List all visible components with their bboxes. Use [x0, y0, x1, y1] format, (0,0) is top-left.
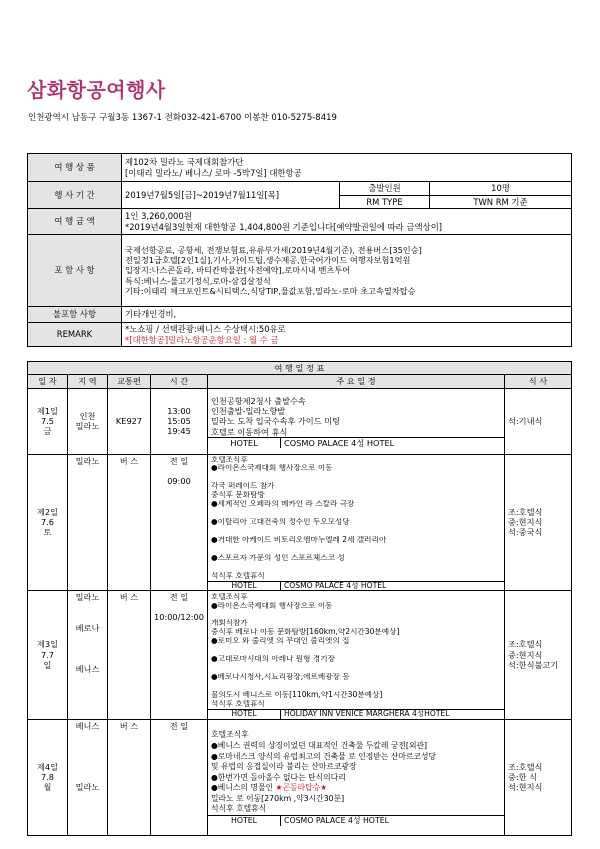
rm-type-label: RM TYPE: [340, 195, 430, 209]
itinerary-table: [27, 361, 572, 836]
price-label: 여 행 금 액: [28, 209, 122, 235]
company-logo: 삼화항공여행사: [27, 78, 166, 102]
day1-hotel: HOTEL COSMO PALACE 4성 HOTEL: [208, 437, 504, 448]
include-value: 국제선항공료, 공항세, 전쟁보험료,유류부가세(2019년4월기준), 전용버스[35인승] 전일정1급호텔[2인1실],기사,가이드팁,생수제공,한국어가이드 여행자보험1억원 입장지:나스콘돌라, 바티칸박물관[사전예약],로마시내 벤츠투어 특식:베니스-물고기정식,로마-삼겹살정식 기타:이태리 체크포인트&시티택스,식당TIP,물값포함,밀라노-로마 초고속열차탑승: [122, 235, 572, 307]
day2-meals: 조:호텔식 중:현지식 석:중국식: [505, 454, 572, 590]
day2-schedule: 호텔조식후 ●라이온스국제대회 행사장으로 이동 각국 퍼레이드 참가 중식후 문화탐방 ●세계적인 오페라의 메카인 라 스칼라 극장 ●이탈리아 고대건축의 정수인 두오모성당 ●거대한 아케이드 비토리오엠마누엘레 2세 갤러리아 ●스포르자 가문의 성인 스포르체스코 성 석식후 호텔휴식 HOTEL COSMO PALACE 4성 HOTEL: [208, 454, 505, 590]
departure-value: 10명: [430, 182, 572, 196]
day2-region: 밀라노: [68, 454, 108, 590]
day-row-4: [28, 719, 572, 835]
period-label: 행 사 기 간: [28, 182, 122, 209]
remark-value: *노쇼핑 / 선택관광:베니스 수상택시:50유로 *[대한항공]밀라노항공운항요일 : 월 수 금: [122, 323, 572, 347]
day1-region: 인천 밀라노: [68, 388, 108, 454]
product-value: 제102차 밀라노 국제대회참가단 [이태리 밀라노/ 베니스/ 로마 -5박7일] 대한항공: [122, 154, 572, 182]
day-row-3: [28, 590, 572, 719]
day4-region: 베니스 밀라노: [68, 719, 108, 835]
product-label: 여 행 상 품: [28, 154, 122, 182]
exclude-value: 기타개인경비,: [122, 307, 572, 323]
departure-label: 출발인원: [340, 182, 430, 196]
day2-hotel: HOTEL COSMO PALACE 4성 HOTEL: [208, 581, 504, 591]
include-label: 포 함 사 항: [28, 235, 122, 307]
day1-times: 13:00 15:05 19:45: [151, 388, 208, 454]
day-row-2: [28, 454, 572, 590]
day1-meals: 석:기내식: [505, 388, 572, 454]
day3-date: 제3일 7.7 일: [28, 590, 68, 719]
exclude-label: 불포함 사항: [28, 307, 122, 323]
day4-meals: 조:호텔식 중:한 식 석:현지식: [505, 719, 572, 835]
day4-date: 제4일 7.8 월: [28, 719, 68, 835]
rm-type-value: TWN RM 기준: [430, 195, 572, 209]
itinerary-title: 여 행 일 정 표: [28, 362, 572, 375]
day2-transport: 버 스: [108, 454, 151, 590]
day3-region: 밀라노 베로나 베니스: [68, 590, 108, 719]
header-region: 지 역: [68, 375, 108, 388]
day4-transport: 버 스: [108, 719, 151, 835]
tour-info-table: [27, 153, 572, 347]
day2-times: 전 일 09:00: [151, 454, 208, 590]
company-address: 인천광역시 남동구 구월3동 1367-1 전화032-421-6700 이봉찬 010-5275-8419: [28, 113, 337, 123]
price-value: 1인 3,260,000원 *2019년4월3일현재 대한항공 1,404,800원 기준입니다[예약발권일에 따라 금액상이]: [122, 209, 572, 235]
header-schedule: 주 요 일 정: [208, 375, 505, 388]
header-transport: 교통편: [108, 375, 151, 388]
header-date: 일 자: [28, 375, 68, 388]
day4-times: 전 일: [151, 719, 208, 835]
day3-times: 전 일 10:00/12:00: [151, 590, 208, 719]
period-value: 2019년7월5일[금]~2019년7월11일[목]: [122, 182, 340, 209]
day4-hotel: HOTEL COSMO PALACE 4성 HOTEL: [208, 815, 504, 827]
day1-date: 제1일 7.5 금: [28, 388, 68, 454]
day3-meals: 조:호텔식 중:현지식 석:한식불고기: [505, 590, 572, 719]
day3-schedule: 호텔조식후 ●라이온스국제대회 행사장으로 이동 개회식참가 중식후 베로나 이동 문화탐방[160km,약2시간30분예상] ●로미오 와 줄리엣 의 무대인 줄리엣의 집 ●고대로마시대의 아레나 원형 경기장 ●베로나시청사,시뇨리광장,에르베광장 등 물의도시 베니스로 이동[110km,약1시간30분예상] 석식후 호텔휴식 HOTEL HOLIDAY INN VENICE MARGHERA 4성HOTEL: [208, 590, 505, 719]
day4-schedule: 호텔조식후 ●베니스 권력의 상징이었던 대표적인 건축물 두칼레 궁전[외관] ●로마네스크 양식의 유럽최고의 건축물 로 인정받는 산마르코성당 및 유럽의 응접실이라 불리는 산마르코광장 ●한번가면 돌아올수 없다는 탄식의다리 ●베니스의 명물인 ★곤돌라탑승★ 밀라노 로 이동[270km ,약3시간30분] 석식후 호텔휴식 HOTEL COSMO PALACE 4성 HOTEL: [208, 719, 505, 835]
day3-transport: 버 스: [108, 590, 151, 719]
day1-schedule: 인천공항제2청사 출발수속 인천출발-밀라노향발 밀라노 도착 입국수속후 가이드 미팅 호텔로 이동하여 휴식 HOTEL COSMO PALACE 4성 HOTEL: [208, 388, 505, 454]
day1-transport: KE927: [108, 388, 151, 454]
gondola-highlight: ★곤돌라탑승★: [275, 783, 328, 793]
header-meals: 식 사: [505, 375, 572, 388]
day-row-1: [28, 388, 572, 454]
remark-label: REMARK: [28, 323, 122, 347]
day3-hotel: HOTEL HOLIDAY INN VENICE MARGHERA 4성HOTEL: [208, 709, 504, 719]
header-time: 시 간: [151, 375, 208, 388]
day2-date: 제2일 7.6 토: [28, 454, 68, 590]
